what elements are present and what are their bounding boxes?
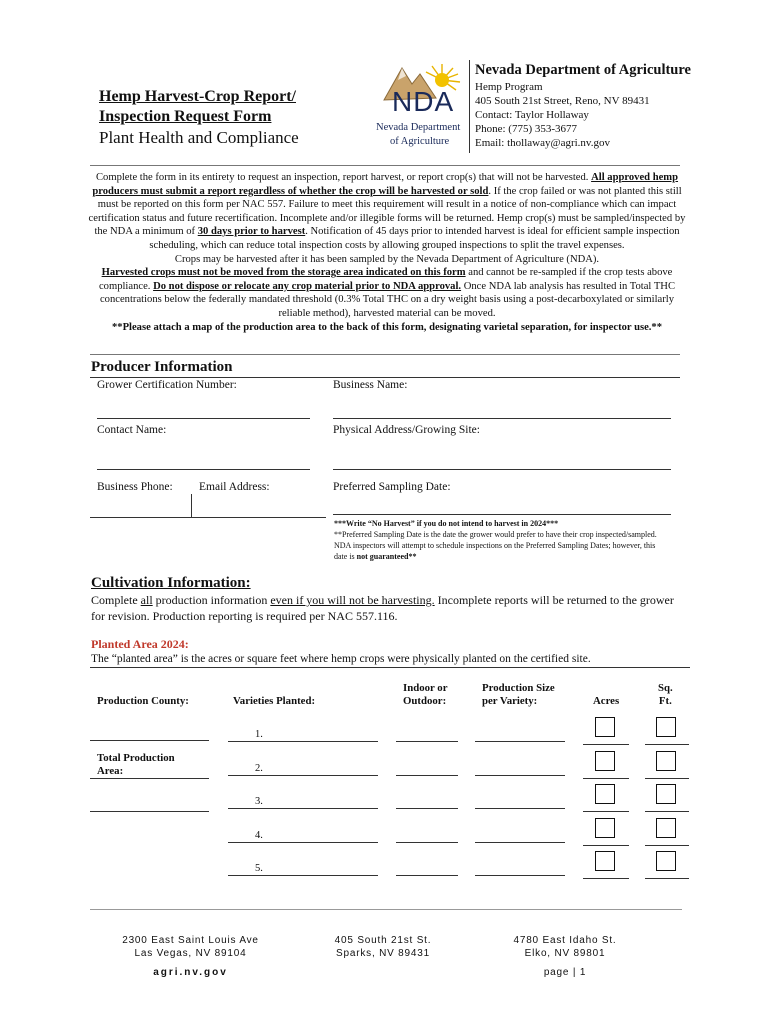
phone-email-divider [191,494,192,518]
row-number: 1. [255,729,263,740]
acres-underline [583,878,629,879]
county-field-extra[interactable] [90,811,209,812]
page-number: page | 1 [543,967,587,978]
business-name-label: Business Name: [333,379,408,391]
row-number: 4. [255,830,263,841]
footer-website[interactable]: agri.nv.gov [153,967,228,978]
indoor-outdoor-field[interactable] [396,775,458,776]
producer-heading-rule [90,377,680,378]
dept-address: 405 South 21st Street, Reno, NV 89431 [475,95,650,107]
acres-underline [583,845,629,846]
grower-cert-field[interactable] [97,418,310,419]
physical-address-field[interactable] [333,469,671,470]
producer-heading: Producer Information [91,359,233,375]
production-size-field[interactable] [475,808,565,809]
acres-checkbox[interactable] [595,784,615,804]
planted-area-heading: Planted Area 2024: [91,637,189,651]
row-number: 2. [255,763,263,774]
variety-field[interactable] [228,808,378,809]
form-title-line2: Inspection Request Form [99,108,272,125]
variety-field[interactable] [228,741,378,742]
form-subtitle: Plant Health and Compliance [99,128,299,147]
sq-ft-underline [645,878,689,879]
sq-ft-underline [645,778,689,779]
footer-sparks-address: 405 South 21st St. Sparks, NV 89431 [334,935,432,959]
instructions [88,171,686,334]
contact-phone: Phone: (775) 353-3677 [475,123,578,135]
variety-field[interactable] [228,775,378,776]
footer-las-vegas-address: 2300 East Saint Louis Ave Las Vegas, NV 89104 [122,935,259,959]
planted-area-rule [90,667,690,668]
row-number: 3. [255,796,263,807]
cultivation-instructions: Complete all production information even if you will not be harvesting. Incomplete reports will be returned to the grower for revision. Production reporting is required per NAC 557.116. [91,593,674,623]
contact-name-label: Contact Name: [97,424,167,436]
col-production-size: Production Size per Variety: [482,682,555,707]
email-address-label: Email Address: [199,481,270,493]
grower-cert-label: Grower Certification Number: [97,379,237,391]
variety-field[interactable] [228,842,378,843]
contact-email: Email: thollaway@agri.nv.gov [475,137,610,149]
header-divider [469,60,470,153]
program-name: Hemp Program [475,81,543,93]
department-name: Nevada Department of Agriculture [475,62,691,78]
sampling-date-note: **Preferred Sampling Date is the date the grower would prefer to have their crop inspected/sampled. NDA inspectors will attempt to schedule inspections on the Preferred Sampling Dates; however, this date is not guaranteed** [334,530,657,561]
acres-checkbox[interactable] [595,851,615,871]
contact-name: Contact: Taylor Hollaway [475,109,589,121]
nda-logo [376,58,468,150]
production-size-field[interactable] [475,842,565,843]
instructions-para-3: Harvested crops must not be moved from the storage area indicated on this form and cannot be re-sampled if the crop tests above compliance. Do not dispose or relocate any crop material prior to NDA approval. Once NDA lab analysis has resulted in Total THC concentrations below the federally mandated threshold (0.3% Total THC on a dry weight basis using a post-decarboxylated or similarly reliable method), harvested material can be moved. [98,267,676,319]
logo-caption-1: Nevada Department [376,122,461,133]
sq-ft-checkbox[interactable] [656,717,676,737]
physical-address-label: Physical Address/Growing Site: [333,424,480,436]
instructions-para-1: Complete the form in its entirety to request an inspection, report harvest, or report crop(s) that will not be harvested. All approved hemp producers must submit a report regardless of whether the crop will be harvested or sold. If the crop failed or was not planted this still must be reported on this form per NAC 557. Failure to meet this requirement will result in a notice of non-compliance which can impact certification status and future recertification. Incomplete and/or illegible forms will be returned. Hemp crop(s) must be sampled/inspected by the NDA a minimum of 30 days prior to harvest. Notification of 45 days prior to intended harvest is ideal for efficient sample inspection scheduling, which can reduce total inspection costs by allowing grouped inspections to split the travel expenses. [88,172,686,251]
business-phone-label: Business Phone: [97,481,173,493]
business-name-field[interactable] [333,418,671,419]
production-size-field[interactable] [475,875,565,876]
sq-ft-checkbox[interactable] [656,851,676,871]
col-varieties-planted: Varieties Planted: [233,695,316,707]
sq-ft-checkbox[interactable] [656,818,676,838]
acres-underline [583,811,629,812]
header-rule [90,165,680,166]
acres-underline [583,744,629,745]
variety-field[interactable] [228,875,378,876]
production-size-field[interactable] [475,741,565,742]
instructions-para-2: Crops may be harvested after it has been sampled by the Nevada Department of Agriculture (NDA). [174,253,600,265]
footer-elko-address: 4780 East Idaho St. Elko, NV 89801 [513,935,617,959]
logo-caption-2: of Agriculture [390,136,450,147]
contact-name-field[interactable] [97,469,310,470]
sq-ft-checkbox[interactable] [656,751,676,771]
map-instruction: **Please attach a map of the production area to the back of this form, designating varietal separation, for inspector use.** [111,321,663,333]
planted-area-description: The “planted area” is the acres or square feet where hemp crops were physically planted on the certified site. [91,653,591,665]
indoor-outdoor-field[interactable] [396,875,458,876]
total-production-area-field[interactable] [90,778,209,779]
sq-ft-underline [645,744,689,745]
col-acres: Acres [593,695,620,707]
indoor-outdoor-field[interactable] [396,842,458,843]
acres-checkbox[interactable] [595,751,615,771]
col-production-county: Production County: [97,695,189,707]
total-production-area-label: Total Production Area: [97,752,175,777]
form-title-line1: Hemp Harvest-Crop Report/ [99,88,296,105]
sq-ft-underline [645,811,689,812]
sq-ft-checkbox[interactable] [656,784,676,804]
acres-checkbox[interactable] [595,818,615,838]
sampling-date-field[interactable] [333,514,671,515]
sampling-date-label: Preferred Sampling Date: [333,481,451,493]
indoor-outdoor-field[interactable] [396,808,458,809]
section-rule [90,354,680,355]
row-number: 5. [255,863,263,874]
phone-email-field[interactable] [90,517,326,518]
cultivation-heading: Cultivation Information: [91,575,251,591]
col-sq-ft: Sq. Ft. [658,682,673,707]
sq-ft-underline [645,845,689,846]
indoor-outdoor-field[interactable] [396,741,458,742]
acres-checkbox[interactable] [595,717,615,737]
county-field[interactable] [90,740,209,741]
no-harvest-note: ***Write “No Harvest” if you do not intend to harvest in 2024*** [334,519,559,528]
logo-text: NDA [392,86,455,117]
col-indoor-outdoor: Indoor or Outdoor: [403,682,448,707]
production-size-field[interactable] [475,775,565,776]
acres-underline [583,778,629,779]
footer-rule [90,909,682,910]
